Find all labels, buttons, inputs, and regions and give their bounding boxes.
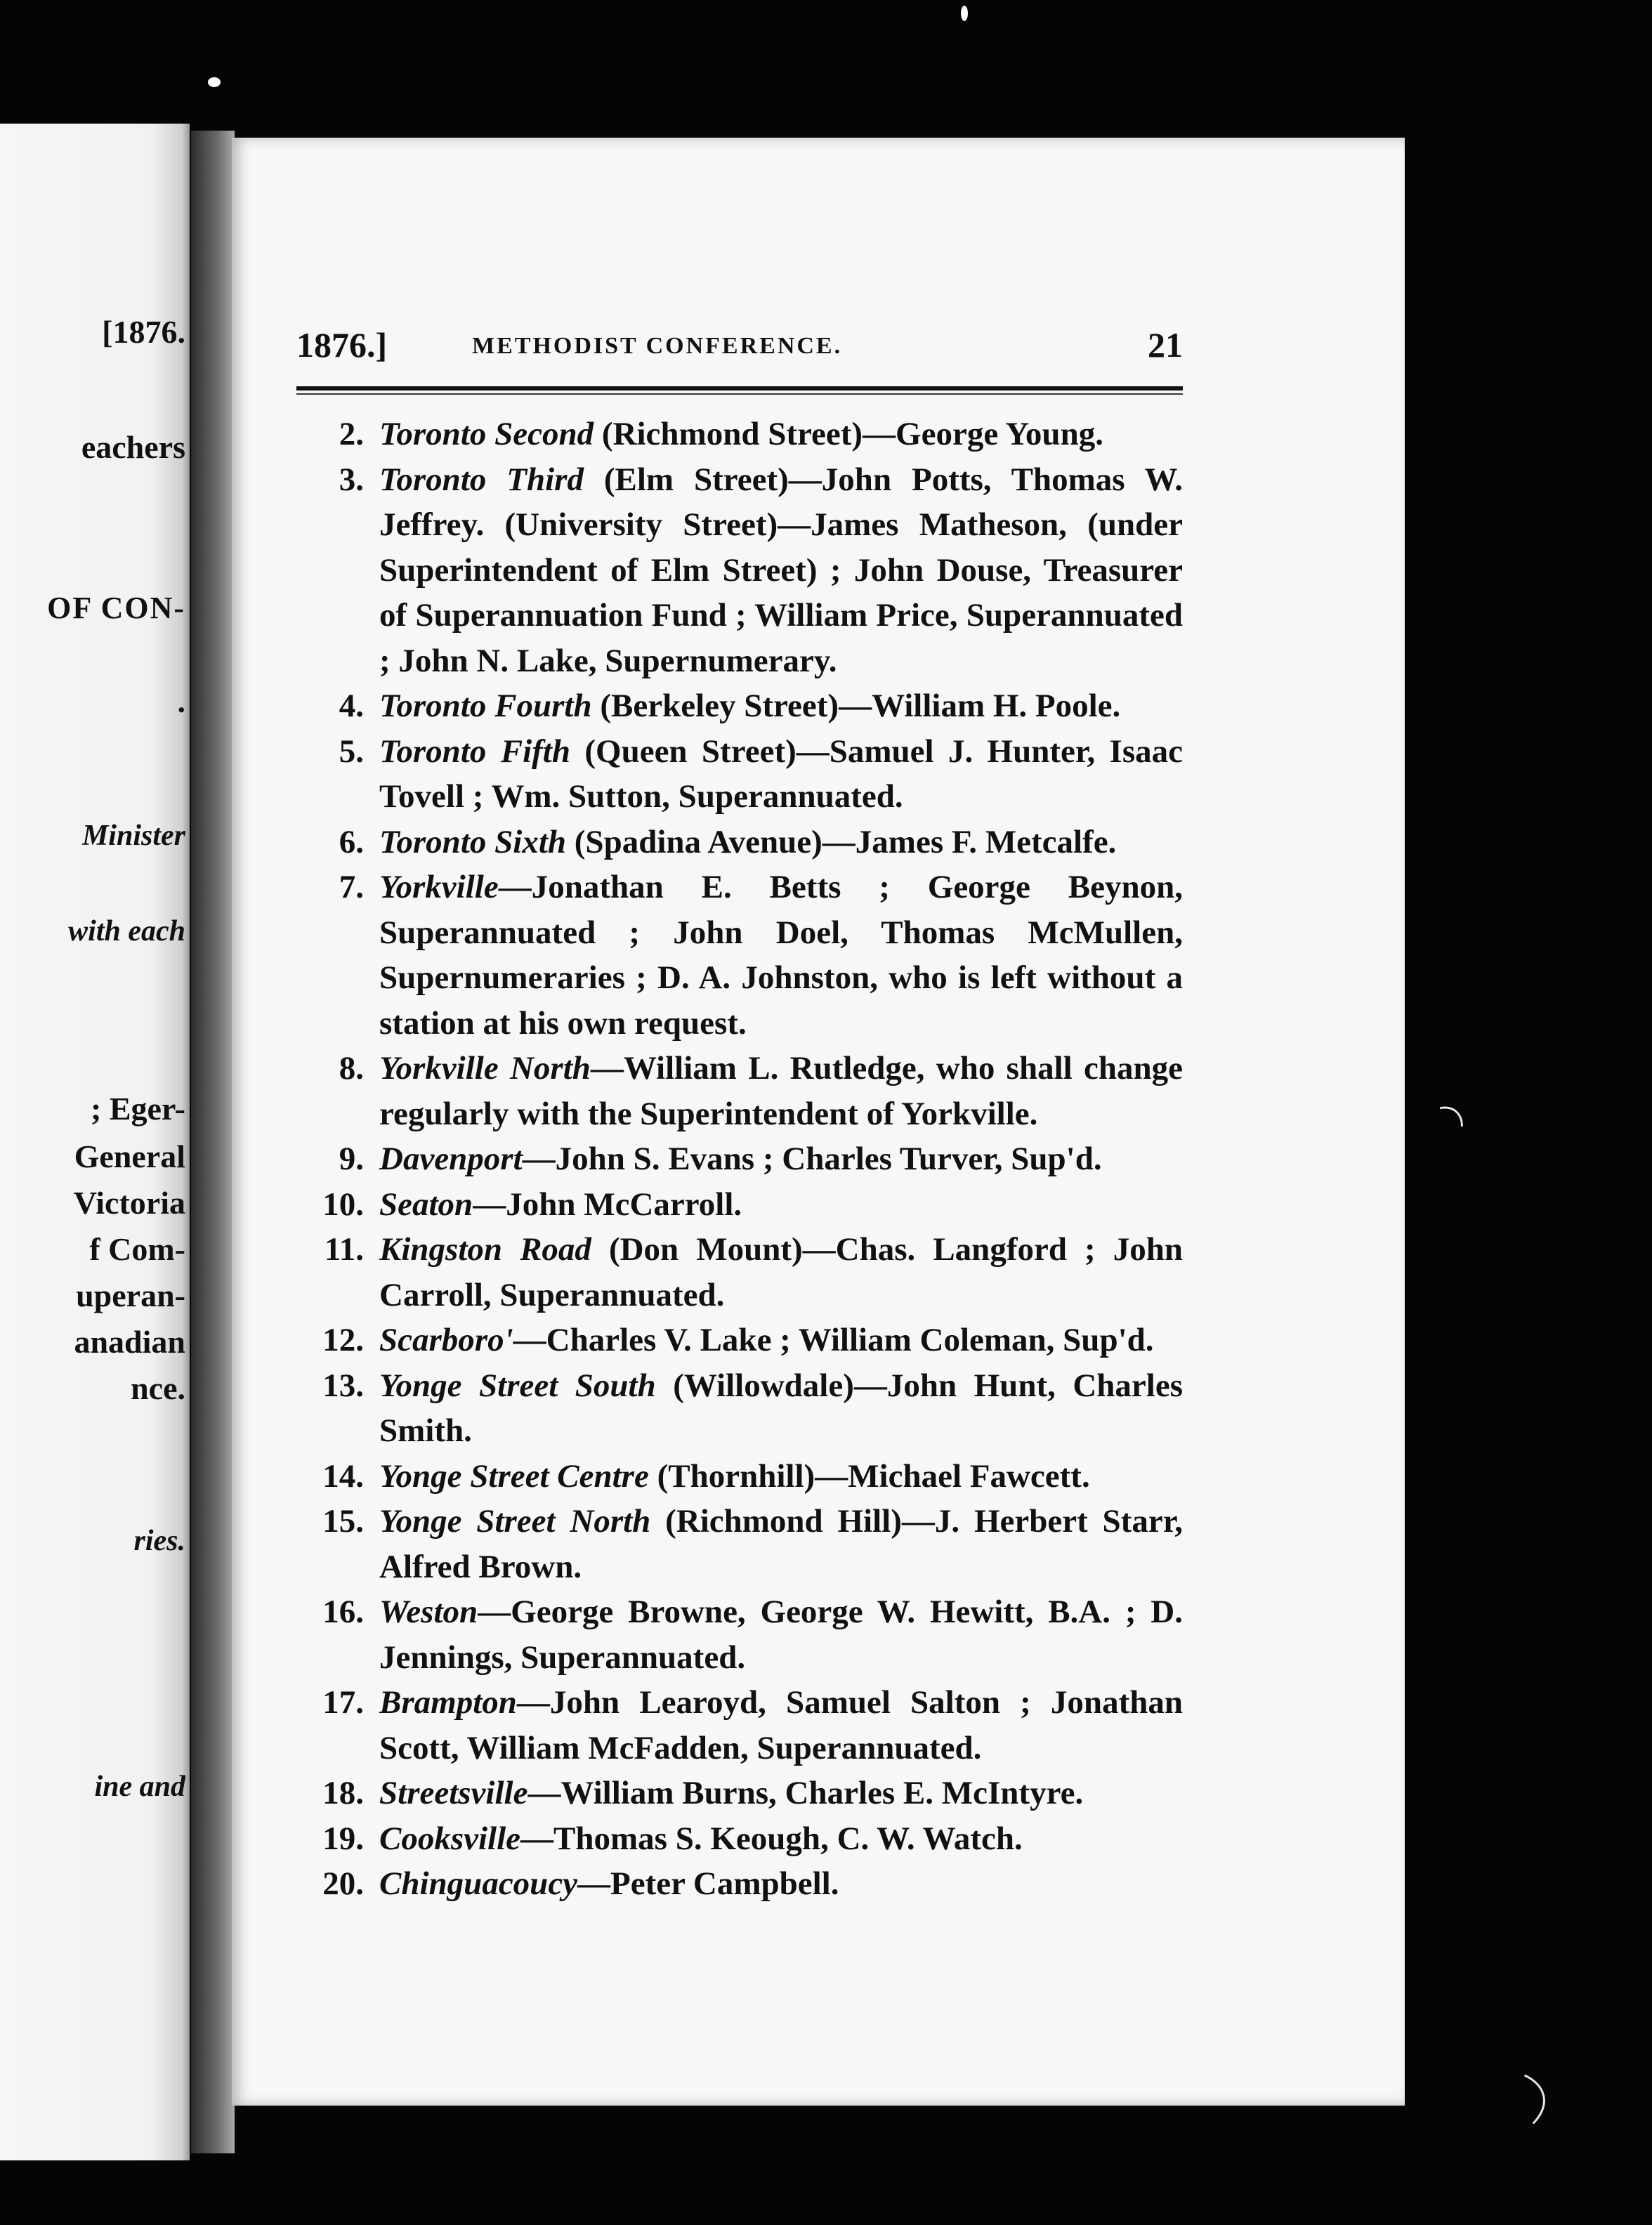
left-page-fragment: f Com-	[89, 1231, 185, 1267]
entry-place: Weston	[379, 1594, 478, 1630]
entry-number: 16.	[322, 1594, 364, 1630]
entry-place: Toronto Fifth	[379, 733, 570, 770]
entry-place: Toronto Fourth	[379, 688, 592, 724]
entry-number: 8.	[339, 1050, 364, 1087]
header-title: METHODIST CONFERENCE.	[472, 333, 843, 359]
entry-text: —William Burns, Charles E. McIntyre.	[527, 1775, 1084, 1811]
left-page-fragment: [1876.	[102, 314, 185, 350]
dust-speck	[961, 6, 968, 21]
circuit-entry	[296, 412, 1183, 457]
entry-number: 20.	[322, 1865, 364, 1902]
entry-place: Toronto Third	[379, 461, 584, 498]
entry-number: 4.	[339, 688, 364, 724]
circuit-entry	[296, 1680, 1183, 1771]
scan-hair	[1396, 1096, 1474, 1177]
circuit-entry	[296, 1771, 1183, 1816]
left-page-fragment: ; Eger-	[91, 1091, 185, 1127]
circuit-entry	[296, 1363, 1183, 1454]
page-number: 21	[1148, 325, 1183, 365]
entry-number: 14.	[322, 1457, 364, 1495]
entry-text: —William L. Rutledge, who shall change regularly with the Superintendent of Yorkville.	[379, 1050, 1183, 1132]
circuit-list	[296, 412, 1183, 1907]
left-page-fragment: .	[177, 683, 185, 719]
entry-place: Chinguacoucy	[379, 1865, 578, 1902]
entry-number: 17.	[322, 1684, 364, 1721]
circuit-entry	[296, 865, 1183, 1046]
entry-place: Yonge Street South	[379, 1367, 656, 1404]
header-rule	[296, 386, 1183, 390]
running-header	[296, 324, 1183, 374]
entry-text: —Thomas S. Keough, C. W. Watch.	[520, 1820, 1023, 1857]
entry-text: (Spadina Avenue)—James F. Metcalfe.	[566, 823, 1117, 860]
header-rule-thin	[296, 393, 1183, 395]
entry-text: (Richmond Street)—George Young.	[594, 416, 1103, 452]
book-gutter	[191, 131, 235, 2153]
circuit-entry	[296, 457, 1183, 684]
circuit-entry	[296, 1182, 1183, 1228]
entry-text: (Richmond Hill)—J. Herbert Starr, Alfred Brown.	[379, 1503, 1183, 1585]
entry-text: —Jonathan E. Betts ; George Beynon, Superannuated ; John Doel, Thomas McMullen, Supernumeraries ; D. A. Johnston, who is left without a station at his own request.	[379, 869, 1183, 1042]
circuit-entry	[296, 1136, 1183, 1182]
left-page-fragment: ries.	[133, 1525, 185, 1557]
entry-number: 18.	[322, 1775, 364, 1811]
circuit-entry	[296, 1861, 1183, 1907]
left-page-fragment: Victoria	[73, 1185, 185, 1221]
entry-number: 6.	[339, 823, 364, 860]
entry-text: (Willowdale)—John Hunt, Charles Smith.	[379, 1367, 1184, 1449]
header-year: 1876.]	[296, 325, 388, 365]
entry-text: (Elm Street)—John Potts, Thomas W. Jeffrey. (University Street)—James Matheson, (under Superintendent of Elm Street) ; John Douse, Treasurer of Superannuation Fund ; William Price, Superannuated ; John N. Lake, Supernumerary.	[379, 461, 1183, 679]
scan-hair	[1395, 2056, 1552, 2162]
entry-text: —John Learoyd, Samuel Salton ; Jonathan Scott, William McFadden, Superannuated.	[379, 1684, 1183, 1766]
circuit-entry	[296, 820, 1183, 865]
left-page-fragment: uperan-	[76, 1278, 185, 1313]
circuit-entry	[296, 1816, 1183, 1862]
entry-text: —John S. Evans ; Charles Turver, Sup'd.	[522, 1141, 1102, 1177]
entry-place: Davenport	[379, 1141, 523, 1177]
entry-place: Toronto Sixth	[379, 823, 567, 860]
entry-text: —Charles V. Lake ; William Coleman, Sup'd.	[513, 1322, 1154, 1358]
entry-text: (Berkeley Street)—William H. Poole.	[591, 688, 1121, 724]
entry-place: Yonge Street North	[379, 1503, 651, 1540]
entry-text: —George Browne, George W. Hewitt, B.A. ; D. Jennings, Superannuated.	[379, 1594, 1183, 1676]
entry-place: Brampton	[379, 1684, 517, 1721]
entry-place: Cooksville	[379, 1820, 521, 1857]
entry-place: Scarboro'	[379, 1322, 513, 1358]
circuit-entry	[296, 1499, 1183, 1589]
entry-text: —Peter Campbell.	[577, 1865, 839, 1902]
entry-place: Yorkville North	[379, 1050, 591, 1087]
left-page-fragment: General	[74, 1138, 185, 1174]
dust-speck	[208, 77, 221, 87]
left-page-fragment: ine and	[94, 1771, 185, 1803]
entry-number: 2.	[339, 416, 364, 452]
entry-number: 19.	[322, 1820, 364, 1857]
left-page-fragment: nce.	[131, 1370, 185, 1406]
entry-number: 7.	[339, 869, 364, 905]
entry-text: (Queen Street)—Samuel J. Hunter, Isaac Tovell ; Wm. Sutton, Superannuated.	[379, 733, 1183, 815]
entry-place: Yorkville	[379, 869, 499, 905]
entry-text: (Don Mount)—Chas. Langford ; John Carroll, Superannuated.	[379, 1231, 1183, 1313]
entry-text: (Thornhill)—Michael Fawcett.	[648, 1457, 1090, 1495]
current-page	[232, 138, 1405, 2106]
entry-place: Yonge Street Centre	[379, 1457, 649, 1495]
left-page-fragment: eachers	[81, 429, 185, 465]
entry-number: 5.	[339, 733, 364, 770]
left-page-fragment: anadian	[74, 1324, 185, 1360]
circuit-entry	[296, 1589, 1183, 1680]
left-page-fragment: Minister	[81, 820, 185, 852]
circuit-entry	[296, 1046, 1183, 1136]
entry-place: Seaton	[379, 1186, 473, 1223]
entry-number: 12.	[322, 1322, 364, 1358]
entry-number: 11.	[324, 1231, 364, 1268]
entry-place: Streetsville	[379, 1775, 528, 1811]
entry-number: 9.	[339, 1141, 364, 1177]
circuit-entry	[296, 1318, 1183, 1363]
entry-number: 3.	[339, 461, 364, 498]
entry-place: Kingston Road	[379, 1231, 591, 1268]
circuit-entry	[296, 1227, 1183, 1318]
entry-number: 13.	[322, 1367, 364, 1404]
circuit-entry	[296, 1454, 1183, 1499]
previous-page	[0, 124, 190, 2160]
left-page-fragment: OF CON-	[47, 591, 185, 625]
circuit-entry	[296, 683, 1183, 729]
entry-number: 15.	[322, 1503, 364, 1540]
circuit-entry	[296, 729, 1183, 820]
entry-number: 10.	[322, 1186, 364, 1223]
left-page-fragment: with each	[68, 915, 185, 947]
entry-text: —John McCarroll.	[473, 1186, 742, 1223]
entry-place: Toronto Second	[379, 416, 594, 452]
